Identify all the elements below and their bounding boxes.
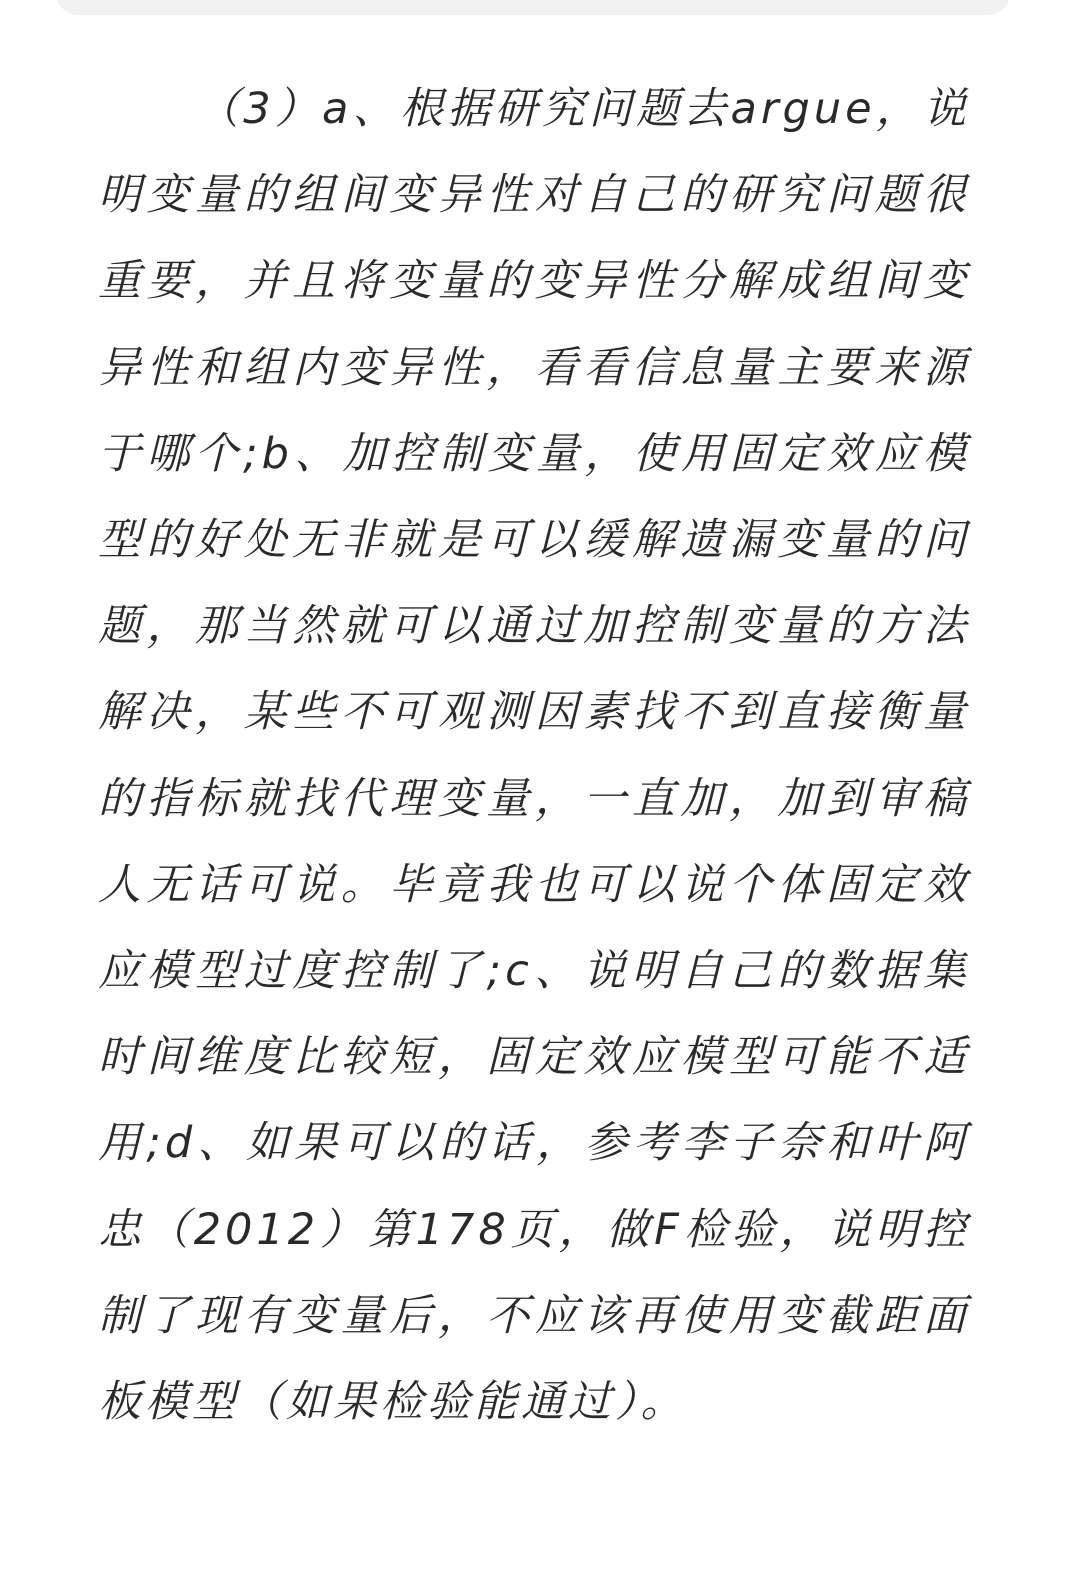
previous-content-card xyxy=(56,0,1010,15)
article-paragraph: （3）a、根据研究问题去argue，说明变量的组间变异性对自己的研究问题很重要，并且将变量的变异性分解成组间变异性和组内变异性，看看信息量主要来源于哪个;b、加控制变量，使用固定效应模型的好处无非就是可以缓解遗漏变量的问题，那当然就可以通过加控制变量的方法解决，某些不可观测因素找不到直接衡量的指标就找代理变量，一直加，加到审稿人无话可说。毕竟我也可以说个体固定效应模型过度控制了;c、说明自己的数据集时间维度比较短，固定效应模型可能不适用;d、如果可以的话，参考李子奈和叶阿忠（2012）第178页，做F检验，说明控制了现有变量后，不应该再使用变截距面板模型（如果检验能通过）。 xyxy=(98,84,970,1428)
